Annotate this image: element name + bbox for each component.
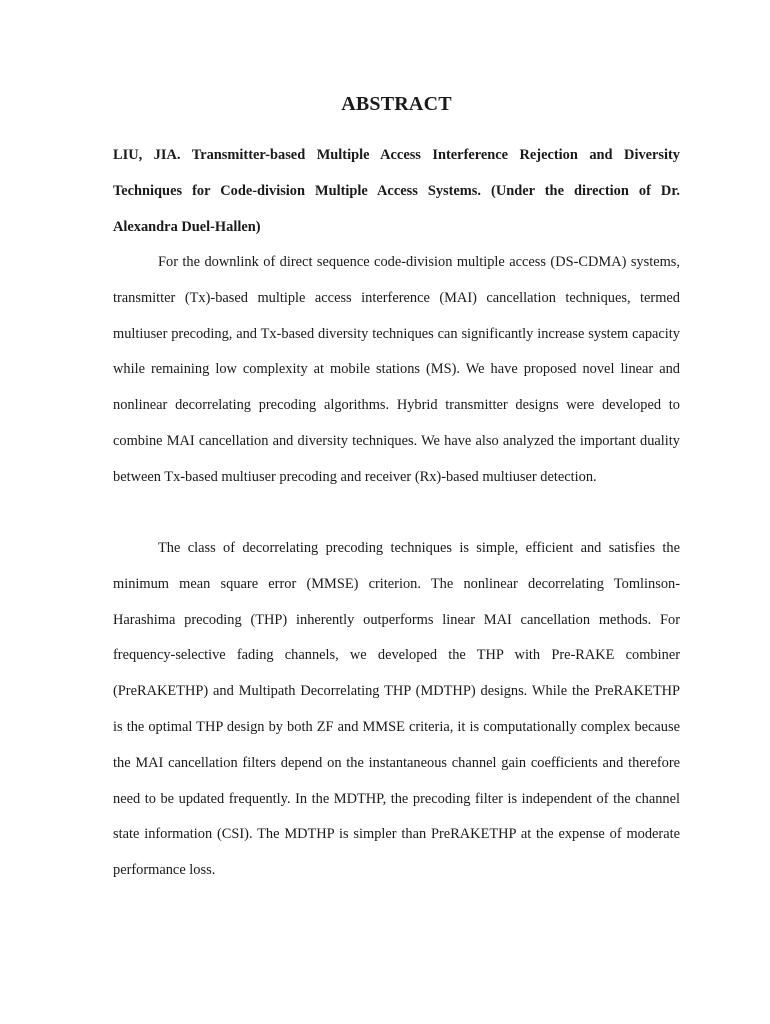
citation-block: LIU, JIA. Transmitter-based Multiple Access Interference Rejection and Diversity Techniques for Code-division Multiple Access Systems. (Under the direction of Dr. Alexandra Duel-Hallen) xyxy=(113,147,680,235)
page-title: ABSTRACT xyxy=(341,93,452,115)
abstract-paragraph-1: For the downlink of direct sequence code-division multiple access (DS-CDMA) systems, transmitter (Tx)-based multiple access interference (MAI) cancellation techniques, termed multiuser precoding, and Tx-based diversity techniques can significantly increase system capacity while remaining low complexity at mobile stations (MS). We have proposed novel linear and nonlinear decorrelating precoding algorithms. Hybrid transmitter designs were developed to combine MAI cancellation and diversity techniques. We have also analyzed the important duality between Tx-based multiuser precoding and receiver (Rx)-based multiuser detection. xyxy=(113,254,680,485)
abstract-paragraph-2: The class of decorrelating precoding techniques is simple, efficient and satisfies the minimum mean square error (MMSE) criterion. The nonlinear decorrelating Tomlinson-Harashima precoding (THP) inherently outperforms linear MAI cancellation methods. For frequency-selective fading channels, we developed the THP with Pre-RAKE combiner (PreRAKETHP) and Multipath Decorrelating THP (MDTHP) designs. While the PreRAKETHP is the optimal THP design by both ZF and MMSE criteria, it is computationally complex because the MAI cancellation filters depend on the instantaneous channel gain coefficients and therefore need to be updated frequently. In the MDTHP, the precoding filter is independent of the channel state information (CSI). The MDTHP is simpler than PreRAKETHP at the expense of moderate performance loss. xyxy=(113,540,680,879)
